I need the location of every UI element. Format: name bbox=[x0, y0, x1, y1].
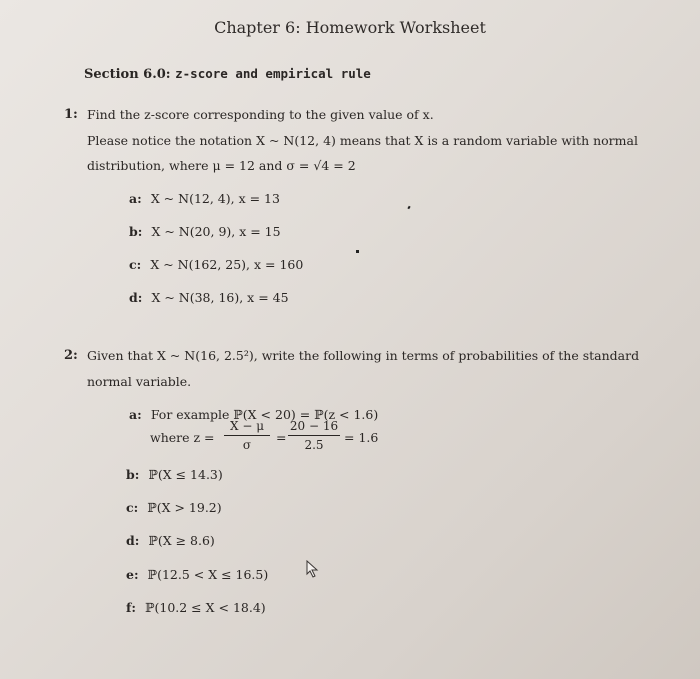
pen-mark bbox=[356, 250, 359, 253]
example-where: where z = bbox=[150, 430, 215, 445]
item-text: ℙ(X ≥ 8.6) bbox=[148, 533, 215, 548]
problem-1-item bbox=[129, 254, 303, 273]
problem-1-number: 1: bbox=[64, 107, 78, 122]
item-text: ℙ(10.2 ≤ X < 18.4) bbox=[145, 600, 266, 615]
item-text: X ~ N(20, 9), x = 15 bbox=[151, 224, 281, 239]
problem-1-line-3: distribution, where μ = 12 and σ = √4 = 2 bbox=[87, 158, 356, 173]
page-title: Chapter 6: Homework Worksheet bbox=[214, 18, 486, 37]
fraction-numerator: X − μ bbox=[229, 419, 265, 433]
section-label: Section 6.0: bbox=[84, 67, 171, 82]
problem-2-number: 2: bbox=[64, 348, 78, 363]
item-text: ℙ(X > 19.2) bbox=[147, 500, 222, 515]
item-label: e: bbox=[126, 567, 139, 582]
item-text: ℙ(12.5 < X ≤ 16.5) bbox=[147, 567, 269, 582]
pen-mark bbox=[407, 206, 410, 210]
item-label: b: bbox=[126, 467, 140, 482]
problem-1-item bbox=[129, 221, 281, 240]
equals-sign: = bbox=[276, 430, 287, 445]
section-heading bbox=[84, 66, 371, 82]
item-label: a: bbox=[129, 407, 142, 422]
problem-1-line-1: Find the z-score corresponding to the given value of x. bbox=[87, 107, 434, 122]
example-result: = 1.6 bbox=[344, 430, 379, 445]
item-text: X ~ N(162, 25), x = 160 bbox=[150, 257, 304, 272]
problem-2-item bbox=[126, 597, 266, 616]
problem-1-item bbox=[129, 287, 289, 306]
problem-1-line-2: Please notice the notation X ~ N(12, 4) means that X is a random variable with normal bbox=[87, 133, 638, 148]
item-label: d: bbox=[126, 533, 140, 548]
item-text: ℙ(X ≤ 14.3) bbox=[148, 467, 223, 482]
item-text: X ~ N(38, 16), x = 45 bbox=[151, 290, 289, 305]
fraction-bar bbox=[288, 435, 340, 436]
problem-2-item bbox=[126, 530, 215, 549]
item-label: d: bbox=[129, 290, 143, 305]
section-title: z-score and empirical rule bbox=[175, 66, 371, 81]
problem-2-line-2: normal variable. bbox=[87, 374, 192, 389]
problem-2-item bbox=[126, 464, 223, 483]
problem-2-item bbox=[126, 497, 222, 516]
item-label: b: bbox=[129, 224, 143, 239]
item-label: c: bbox=[129, 257, 142, 272]
fraction-bar bbox=[224, 435, 270, 436]
problem-1-item bbox=[129, 188, 280, 207]
item-text: X ~ N(12, 4), x = 13 bbox=[150, 191, 280, 206]
problem-2-line-1: Given that X ~ N(16, 2.5²), write the following in terms of probabilities of the standard bbox=[87, 348, 640, 363]
mouse-pointer-icon bbox=[305, 560, 321, 578]
fraction-denominator: σ bbox=[242, 438, 252, 452]
problem-2-item bbox=[126, 564, 268, 583]
item-label: c: bbox=[126, 500, 139, 515]
fraction-denominator: 2.5 bbox=[304, 438, 324, 452]
example-line: For example ℙ(X < 20) = ℙ(z < 1.6) bbox=[150, 407, 379, 422]
fraction-numerator: 20 − 16 bbox=[289, 419, 339, 433]
item-label: f: bbox=[126, 600, 136, 615]
item-label: a: bbox=[129, 191, 142, 206]
